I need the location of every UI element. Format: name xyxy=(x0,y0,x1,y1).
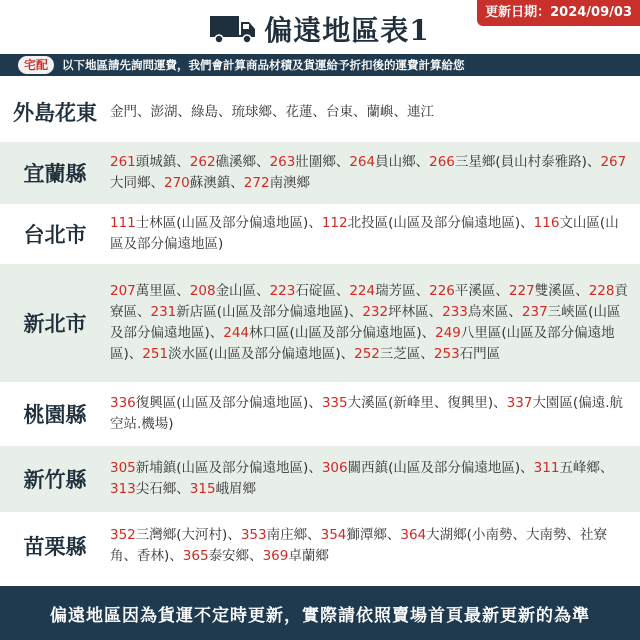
separator: 、 xyxy=(176,283,190,299)
area-item xyxy=(534,460,600,476)
area-item xyxy=(190,481,256,497)
area-name: 綠島 xyxy=(191,103,218,120)
area-name: 貢寮區 xyxy=(110,283,628,320)
area-name: 獅潭鄉 xyxy=(346,527,387,543)
area-item xyxy=(429,283,495,299)
area-item xyxy=(349,283,415,299)
area-name: 壯圍鄉 xyxy=(295,154,336,170)
notice-bar xyxy=(0,54,640,76)
separator: 、 xyxy=(386,527,401,543)
separator: 、 xyxy=(176,481,190,497)
postal-code: 354 xyxy=(320,527,347,543)
area-name: 峨眉鄉 xyxy=(215,481,257,497)
postal-code: 262 xyxy=(189,154,216,170)
separator: 、 xyxy=(493,395,507,411)
separator: 、 xyxy=(230,175,244,191)
area-item xyxy=(110,527,227,543)
area-list xyxy=(110,152,630,194)
postal-code: 207 xyxy=(110,283,136,299)
header xyxy=(0,0,640,56)
separator: 、 xyxy=(312,103,326,120)
separator: 、 xyxy=(415,283,430,299)
footer-bar xyxy=(0,586,640,640)
postal-code: 223 xyxy=(269,283,296,299)
postal-code: 337 xyxy=(506,395,533,411)
separator: 、 xyxy=(335,283,350,299)
separator: 、 xyxy=(415,154,430,170)
postal-code: 352 xyxy=(110,527,136,543)
area-name: 新埔鎮(山區及部分偏遠地區) xyxy=(135,460,309,476)
separator: 、 xyxy=(227,527,241,543)
area-name: 大園區(偏遠.航空站.機場) xyxy=(110,395,623,432)
area-item xyxy=(110,395,308,411)
region-areas xyxy=(110,204,640,264)
area-item xyxy=(151,104,178,120)
region-areas xyxy=(110,446,640,512)
area-name: 北投區(山區及部分偏遠地區) xyxy=(347,215,521,231)
area-name: 復興區(山區及部分偏遠地區) xyxy=(135,395,309,411)
area-name: 瑞芳區 xyxy=(375,283,416,299)
postal-code: 251 xyxy=(142,346,169,362)
separator: 、 xyxy=(176,154,190,170)
area-item xyxy=(151,304,349,320)
separator: 、 xyxy=(256,283,270,299)
area-item xyxy=(190,154,256,170)
separator: 、 xyxy=(340,346,355,362)
area-name: 關西鎮(山區及部分偏遠地區) xyxy=(347,460,521,476)
postal-code: 249 xyxy=(435,325,461,341)
area-name: 文山區(山區及部分偏遠地區) xyxy=(110,215,619,252)
postal-code: 369 xyxy=(262,548,289,564)
separator: 、 xyxy=(393,103,407,120)
area-name: 平溪區 xyxy=(454,283,496,299)
area-item xyxy=(241,527,307,543)
area-item xyxy=(110,283,176,299)
area-item xyxy=(321,527,387,543)
update-date-badge: 更新日期：2024/09/03 xyxy=(477,0,640,26)
area-item xyxy=(354,346,420,362)
postal-code: 365 xyxy=(182,548,209,564)
region-row xyxy=(0,82,640,142)
page-title: 偏遠地區表1 xyxy=(264,14,430,47)
area-name: 花蓮 xyxy=(285,103,313,120)
postal-code: 237 xyxy=(521,304,548,320)
area-item xyxy=(322,215,520,231)
area-item xyxy=(190,283,256,299)
notice-tag: 宅配 xyxy=(18,56,54,74)
area-list xyxy=(110,458,630,500)
area-item xyxy=(349,154,415,170)
region-areas xyxy=(110,82,640,142)
area-name: 頭城鎮 xyxy=(135,154,177,170)
region-name: 新北市 xyxy=(23,311,87,336)
area-name: 礁溪鄉 xyxy=(215,154,257,170)
separator: 、 xyxy=(495,283,509,299)
area-item xyxy=(286,104,313,120)
area-name: 八里區(山區及部分偏遠地區) xyxy=(110,325,615,362)
region-row xyxy=(0,382,640,446)
postal-code: 353 xyxy=(240,527,267,543)
separator: 、 xyxy=(209,325,224,341)
postal-code: 266 xyxy=(429,154,455,170)
area-item xyxy=(270,154,336,170)
area-name: 大溪區(新峰里、復興里) xyxy=(347,395,494,411)
area-name: 坪林區 xyxy=(388,304,429,320)
postal-code: 112 xyxy=(321,215,348,231)
area-name: 金門 xyxy=(110,103,137,120)
postal-code: 111 xyxy=(110,215,136,231)
postal-code: 313 xyxy=(110,481,136,497)
separator: 、 xyxy=(137,304,151,320)
region-name: 新竹縣 xyxy=(23,467,87,492)
postal-code: 270 xyxy=(164,175,190,191)
area-name: 石碇區 xyxy=(295,283,336,299)
area-name: 蘇澳鎮 xyxy=(189,175,231,191)
area-name: 蘭嶼 xyxy=(366,103,394,120)
separator: 、 xyxy=(177,103,191,120)
region-name: 苗栗縣 xyxy=(23,534,87,559)
postal-code: 267 xyxy=(600,154,627,170)
truck-icon xyxy=(210,14,256,44)
separator: 、 xyxy=(420,346,434,362)
area-item xyxy=(407,104,434,120)
postal-code: 264 xyxy=(349,154,376,170)
separator: 、 xyxy=(218,103,232,120)
area-list xyxy=(110,213,630,255)
separator: 、 xyxy=(308,215,322,231)
postal-code: 252 xyxy=(354,346,380,362)
area-item xyxy=(509,283,575,299)
area-name: 卓蘭鄉 xyxy=(288,548,329,564)
area-name: 大同鄉 xyxy=(110,175,151,191)
area-item xyxy=(232,104,273,120)
separator: 、 xyxy=(272,103,286,120)
separator: 、 xyxy=(307,527,321,543)
area-name: 石門區 xyxy=(459,346,501,362)
postal-code: 253 xyxy=(433,346,460,362)
postal-code: 232 xyxy=(362,304,389,320)
postal-code: 233 xyxy=(442,304,468,320)
area-name: 雙溪區 xyxy=(534,283,576,299)
region-name: 宜蘭縣 xyxy=(23,161,87,186)
area-item xyxy=(326,104,353,120)
area-name: 琉球鄉 xyxy=(231,103,272,120)
area-name: 金山區 xyxy=(215,283,257,299)
area-name: 新店區(山區及部分偏遠地區) xyxy=(176,304,349,320)
area-list xyxy=(110,525,630,567)
postal-code: 306 xyxy=(321,460,348,476)
postal-code: 208 xyxy=(189,283,216,299)
postal-code: 364 xyxy=(400,527,427,543)
area-item xyxy=(142,346,340,362)
area-item xyxy=(183,548,249,564)
postal-code: 311 xyxy=(533,460,560,476)
area-name: 五峰鄉 xyxy=(559,460,600,476)
region-areas xyxy=(110,382,640,446)
area-item xyxy=(367,104,394,120)
area-item xyxy=(244,175,310,191)
separator: 、 xyxy=(128,346,143,362)
region-row xyxy=(0,204,640,264)
area-name: 淡水區(山區及部分偏遠地區) xyxy=(168,346,341,362)
area-item xyxy=(322,395,493,411)
area-item xyxy=(110,481,176,497)
area-name: 三灣鄉(大河村) xyxy=(135,527,228,543)
area-item xyxy=(270,283,336,299)
separator: 、 xyxy=(308,395,322,411)
area-name: 大湖鄉(小南勢、大南勢、社寮角、香林) xyxy=(110,527,607,564)
area-item xyxy=(191,104,218,120)
area-item xyxy=(223,325,421,341)
region-name: 台北市 xyxy=(23,222,87,247)
postal-code: 335 xyxy=(321,395,348,411)
area-list xyxy=(110,393,630,435)
area-name: 三芝區 xyxy=(379,346,421,362)
area-name: 南庄鄉 xyxy=(266,527,308,543)
separator: 、 xyxy=(508,304,522,320)
region-row xyxy=(0,142,640,204)
region-row xyxy=(0,264,640,382)
separator: 、 xyxy=(428,304,443,320)
area-name: 台東 xyxy=(326,103,353,120)
area-item xyxy=(263,548,329,564)
postal-code: 231 xyxy=(150,304,177,320)
area-name: 南澳鄉 xyxy=(269,175,311,191)
area-item xyxy=(110,104,137,120)
separator: 、 xyxy=(353,103,367,120)
separator: 、 xyxy=(520,460,534,476)
postal-code: 226 xyxy=(429,283,455,299)
area-name: 三星鄉(員山村泰雅路) xyxy=(454,154,587,170)
postal-code: 315 xyxy=(189,481,216,497)
region-name: 外島花東 xyxy=(13,100,97,125)
postal-code: 116 xyxy=(533,215,560,231)
area-name: 連江 xyxy=(407,103,434,120)
separator: 、 xyxy=(586,154,601,170)
region-areas xyxy=(110,512,640,580)
area-name: 澎湖 xyxy=(150,103,178,120)
area-name: 林口區(山區及部分偏遠地區) xyxy=(249,325,422,341)
separator: 、 xyxy=(335,154,350,170)
postal-code: 263 xyxy=(269,154,296,170)
area-name: 萬里區 xyxy=(135,283,177,299)
area-item xyxy=(434,346,500,362)
area-name: 三峽區(山區及部分偏遠地區) xyxy=(110,304,621,341)
area-item xyxy=(110,460,308,476)
separator: 、 xyxy=(137,103,151,120)
area-item xyxy=(110,215,308,231)
postal-code: 272 xyxy=(243,175,270,191)
footer-text: 偏遠地區因為貨運不定時更新，實際請依照賣場首頁最新更新的為準 xyxy=(50,605,590,626)
postal-code: 305 xyxy=(110,460,136,476)
postal-code: 244 xyxy=(223,325,250,341)
area-name: 烏來區 xyxy=(467,304,509,320)
separator: 、 xyxy=(575,283,589,299)
region-name: 桃園縣 xyxy=(23,402,87,427)
notice-text: 以下地區請先詢問運費，我們會計算商品材積及貨運給予折扣後的運費計算給您 xyxy=(62,58,465,72)
postal-code: 224 xyxy=(349,283,376,299)
area-list xyxy=(110,102,630,123)
region-row xyxy=(0,446,640,512)
postal-code: 228 xyxy=(588,283,615,299)
area-name: 尖石鄉 xyxy=(135,481,177,497)
area-item xyxy=(164,175,230,191)
area-name: 員山鄉 xyxy=(375,154,416,170)
area-item xyxy=(442,304,508,320)
separator: 、 xyxy=(169,548,183,564)
postal-code: 336 xyxy=(110,395,136,411)
separator: 、 xyxy=(256,154,270,170)
area-name: 泰安鄉 xyxy=(208,548,250,564)
postal-code: 261 xyxy=(110,154,136,170)
separator: 、 xyxy=(520,215,534,231)
region-areas xyxy=(110,142,640,204)
area-item xyxy=(322,460,520,476)
area-item xyxy=(110,154,176,170)
separator: 、 xyxy=(308,460,322,476)
postal-code: 227 xyxy=(508,283,535,299)
separator: 、 xyxy=(421,325,436,341)
area-list xyxy=(110,281,630,365)
area-item xyxy=(429,154,587,170)
separator: 、 xyxy=(150,175,164,191)
separator: 、 xyxy=(348,304,363,320)
separator: 、 xyxy=(599,460,614,476)
region-row xyxy=(0,512,640,580)
separator: 、 xyxy=(249,548,263,564)
region-areas xyxy=(110,264,640,382)
area-item xyxy=(362,304,428,320)
area-name: 士林區(山區及部分偏遠地區) xyxy=(135,215,309,231)
